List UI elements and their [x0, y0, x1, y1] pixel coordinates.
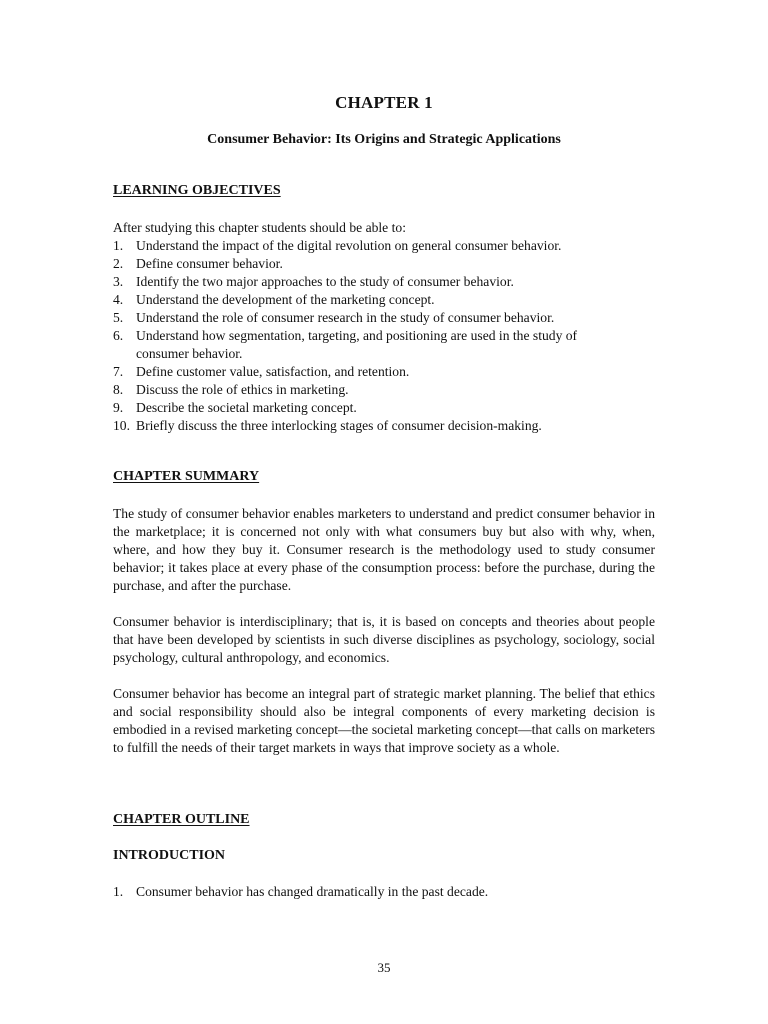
list-item-text: Briefly discuss the three interlocking stages of consumer decision-making.: [136, 418, 542, 433]
list-item-number: 1.: [113, 238, 124, 253]
learning-objectives-list: [113, 237, 655, 435]
list-item-number: 5.: [113, 310, 124, 325]
list-item: [113, 381, 655, 399]
list-item-text: Describe the societal marketing concept.: [136, 400, 357, 415]
list-item-text: Understand the role of consumer research in the study of consumer behavior.: [136, 310, 555, 325]
list-item: [113, 399, 655, 417]
learning-objectives-heading: LEARNING OBJECTIVES: [113, 183, 281, 198]
list-item-text: Identify the two major approaches to the study of consumer behavior.: [136, 274, 514, 289]
list-item: [113, 417, 655, 435]
list-item: [113, 327, 655, 363]
list-item-text: Define consumer behavior.: [136, 256, 283, 271]
introduction-heading: INTRODUCTION: [113, 848, 226, 863]
document-page: [113, 0, 655, 1024]
list-item-number: 6.: [113, 328, 124, 343]
list-item: [113, 309, 655, 327]
list-item: [113, 291, 655, 309]
list-item: [113, 273, 655, 291]
summary-paragraph-3: Consumer behavior has become an integral part of strategic market planning. The belief that ethics and social responsibility should also be integral components of every marketing decision is embodied in a revised marketing concept—the societal marketing concept—that calls on marketers to fulfill the needs of their target markets in ways that improve society as a whole.: [113, 686, 655, 755]
chapter-summary-heading: CHAPTER SUMMARY: [113, 469, 260, 484]
list-item: [113, 883, 655, 901]
list-item-number: 8.: [113, 382, 124, 397]
summary-paragraph-1: The study of consumer behavior enables marketers to understand and predict consumer behavior in the marketplace; it is concerned not only with what consumers buy but also with why, when, where, and how they buy it. Consumer research is the methodology used to study consumer behavior; it takes place at every phase of the consumption process: before the purchase, during the purchase, and after the purchase.: [113, 506, 655, 593]
list-item: [113, 363, 655, 381]
list-item-text: Understand how segmentation, targeting, and positioning are used in the study of consumer behavior.: [136, 328, 578, 361]
list-item-text: Understand the impact of the digital revolution on general consumer behavior.: [136, 238, 562, 253]
list-item: [113, 255, 655, 273]
list-item-text: Understand the development of the marketing concept.: [136, 292, 435, 307]
list-item-number: 9.: [113, 400, 124, 415]
summary-paragraph-2: Consumer behavior is interdisciplinary; that is, it is based on concepts and theories about people that have been developed by scientists in such diverse disciplines as psychology, sociology, social psychology, cultural anthropology, and economics.: [113, 614, 655, 665]
list-item-number: 2.: [113, 256, 124, 271]
list-item-text: Discuss the role of ethics in marketing.: [136, 382, 349, 397]
list-item-number: 3.: [113, 274, 124, 289]
list-item-text: Define customer value, satisfaction, and retention.: [136, 364, 410, 379]
list-item-number: 1.: [113, 884, 124, 899]
list-item-number: 4.: [113, 292, 124, 307]
chapter-outline-heading: CHAPTER OUTLINE: [113, 812, 250, 827]
outline-list: [113, 883, 655, 901]
list-item-text: Consumer behavior has changed dramatically in the past decade.: [136, 884, 489, 899]
list-item: [113, 237, 655, 255]
learning-objectives-intro: After studying this chapter students should be able to:: [113, 220, 406, 235]
chapter-title: CHAPTER 1: [335, 93, 433, 112]
list-item-number: 10.: [113, 418, 130, 433]
chapter-subtitle: Consumer Behavior: Its Origins and Strategic Applications: [207, 132, 561, 147]
list-item-number: 7.: [113, 364, 124, 379]
page-number: 35: [377, 960, 391, 975]
